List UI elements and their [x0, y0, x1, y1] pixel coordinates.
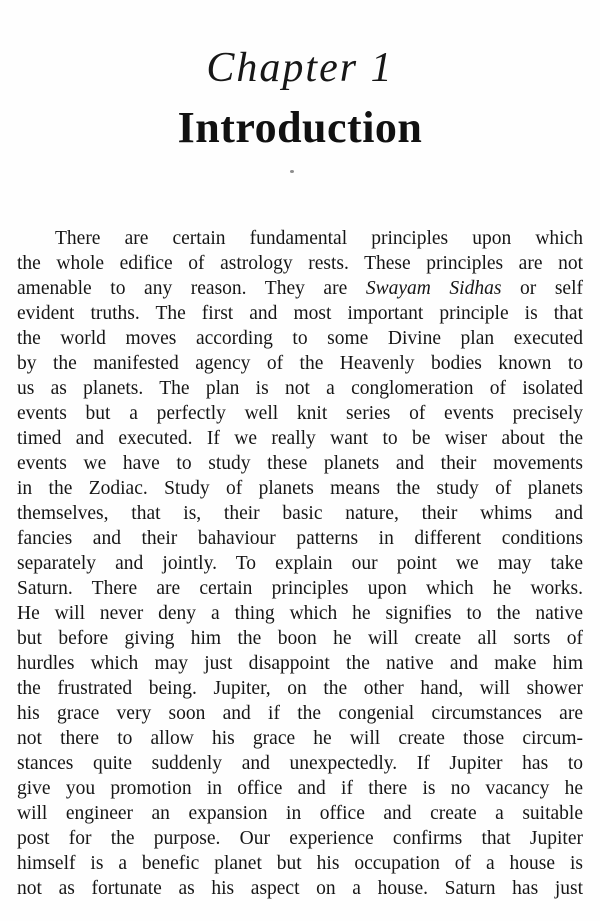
italic-term: Swayam Sidhas	[365, 278, 502, 299]
text-segment: post for the purpose. Our experience confirms that Jupiter	[17, 828, 583, 849]
text-line	[17, 676, 583, 701]
text-segment: himself is a benefic planet but his occupation of a house is	[17, 853, 583, 874]
text-line	[17, 276, 583, 301]
text-segment: evident truths. The first and most important principle is that	[17, 303, 583, 324]
text-line	[17, 226, 583, 251]
text-line	[17, 251, 583, 276]
text-line	[17, 776, 583, 801]
text-segment: by the manifested agency of the Heavenly bodies known to	[17, 353, 583, 374]
text-segment: will engineer an expansion in office and create a suitable	[17, 803, 583, 824]
text-line	[17, 626, 583, 651]
body-paragraph	[17, 226, 583, 901]
text-line	[17, 651, 583, 676]
text-line	[17, 876, 583, 901]
text-line	[17, 376, 583, 401]
text-line	[17, 426, 583, 451]
text-line	[17, 501, 583, 526]
chapter-heading: Chapter 1	[206, 45, 394, 91]
text-line	[17, 576, 583, 601]
text-segment: not as fortunate as his aspect on a house. Saturn has just	[17, 878, 583, 899]
text-line	[17, 551, 583, 576]
text-line	[17, 326, 583, 351]
text-segment: fancies and their bahaviour patterns in different conditions	[17, 528, 583, 549]
text-segment: stances quite suddenly and unexpectedly. If Jupiter has to	[17, 753, 583, 774]
text-segment: give you promotion in office and if there is no vacancy he	[17, 778, 583, 799]
text-segment: us as planets. The plan is not a conglomeration of isolated	[17, 378, 583, 399]
text-segment: events we have to study these planets and their movements	[17, 453, 583, 474]
page-title: Introduction	[177, 103, 423, 152]
stray-ink-mark	[290, 170, 294, 173]
text-line	[17, 401, 583, 426]
text-line	[17, 451, 583, 476]
text-segment: the frustrated being. Jupiter, on the other hand, will shower	[17, 678, 583, 699]
text-line	[17, 851, 583, 876]
text-line	[17, 601, 583, 626]
text-segment: There are certain fundamental principles upon which	[55, 228, 583, 249]
text-segment: the whole edifice of astrology rests. These principles are not	[17, 253, 583, 274]
text-segment: timed and executed. If we really want to be wiser about the	[17, 428, 583, 449]
text-line	[17, 826, 583, 851]
text-segment: or self	[501, 278, 583, 299]
text-segment: Saturn. There are certain principles upon which he works.	[17, 578, 583, 599]
text-segment: the world moves according to some Divine plan executed	[17, 328, 583, 349]
text-segment: separately and jointly. To explain our point we may take	[17, 553, 583, 574]
text-segment: hurdles which may just disappoint the native and make him	[17, 653, 583, 674]
text-segment: themselves, that is, their basic nature, their whims and	[17, 503, 583, 524]
text-line	[17, 701, 583, 726]
text-segment: amenable to any reason. They are	[17, 278, 366, 299]
text-segment: in the Zodiac. Study of planets means the study of planets	[17, 478, 583, 499]
text-segment: He will never deny a thing which he signifies to the native	[17, 603, 583, 624]
text-segment: his grace very soon and if the congenial circumstances are	[17, 703, 583, 724]
text-line	[17, 351, 583, 376]
text-segment: but before giving him the boon he will create all sorts of	[17, 628, 583, 649]
text-line	[17, 726, 583, 751]
text-line	[17, 301, 583, 326]
text-line	[17, 751, 583, 776]
text-line	[17, 526, 583, 551]
text-line	[17, 476, 583, 501]
text-segment: not there to allow his grace he will create those circum-	[17, 728, 583, 749]
text-segment: events but a perfectly well knit series of events precisely	[17, 403, 583, 424]
text-line	[17, 801, 583, 826]
